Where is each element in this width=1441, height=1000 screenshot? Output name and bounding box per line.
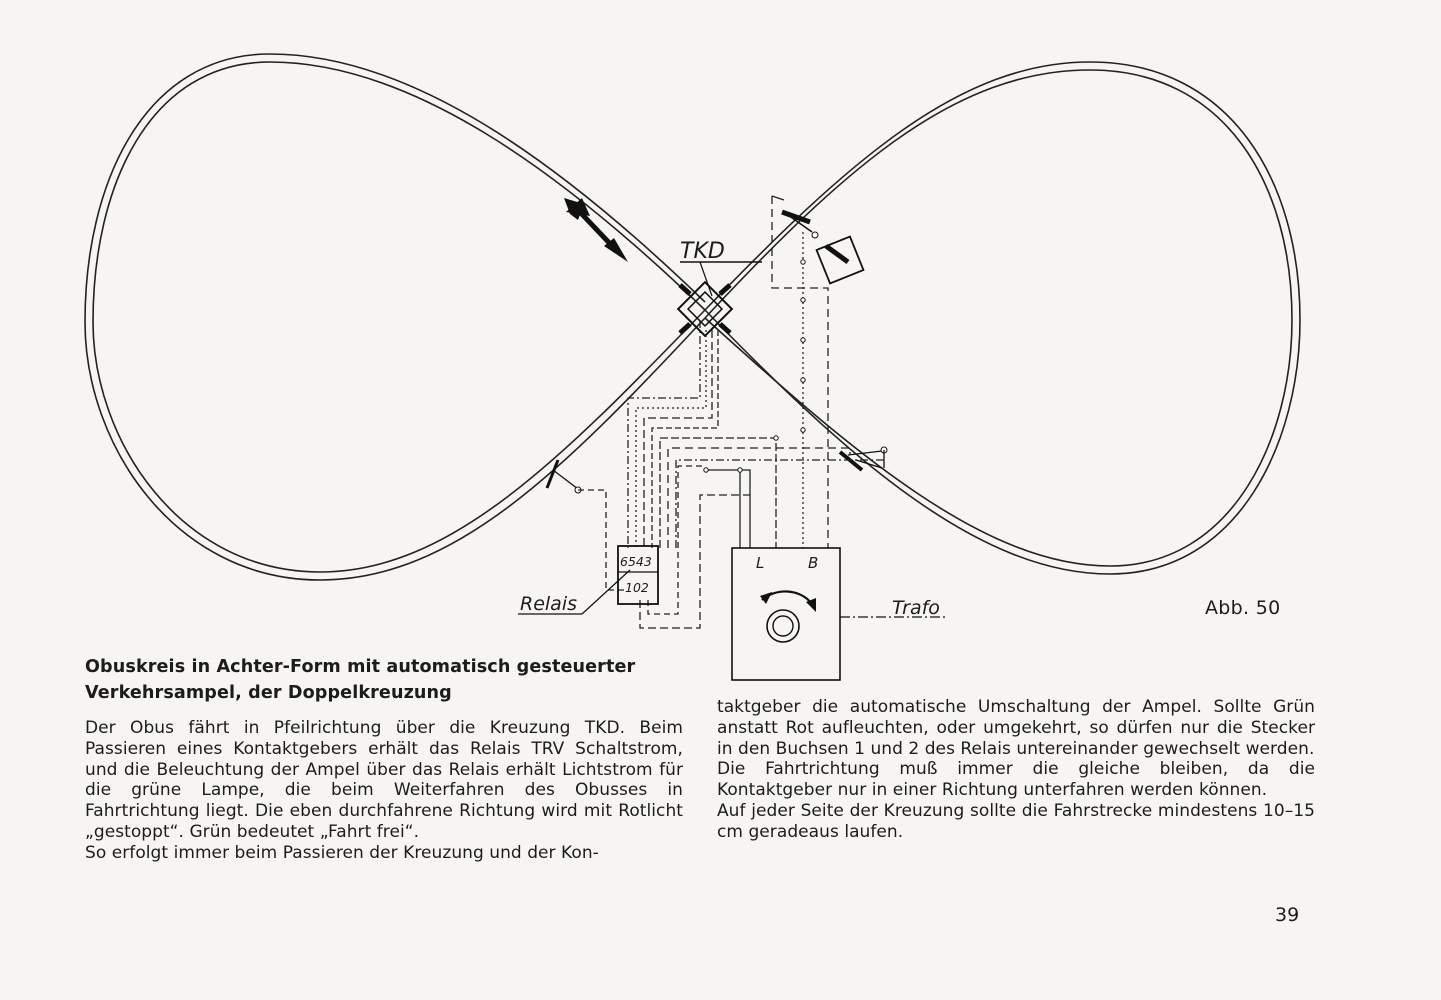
trafo-terminal-l: L [756, 554, 765, 572]
contact-switch-left [547, 460, 581, 493]
paragraph: Auf jeder Seite der Kreuzung sollte die Fahrstrecke mindestens 10–15 cm geradeaus laufen. [717, 800, 1315, 842]
relay-top-terminals: 6543 [620, 554, 652, 569]
figure-number: Abb. 50 [1205, 597, 1281, 619]
trafo-label: Trafo [892, 597, 940, 619]
paragraph: Der Obus fährt in Pfeilrichtung über die Kreuzung TKD. Beim Passieren eines Kontaktgebers erhält das Relais TRV Schaltstrom, und die Beleuchtung der Ampel über das Relais erhält Lichtstrom für die grüne Lampe, die beim Weiterfahren des Obusses in Fahrtrichtung liegt. Die eben durchfahrene Richtung wird mit Rotlicht „gestoppt“. Grün bedeutet „Fahrt frei“. [85, 718, 683, 842]
transformer-box [732, 548, 948, 680]
section-heading [85, 654, 645, 706]
paragraph: So erfolgt immer beim Passieren der Kreuzung und der Kon- [85, 842, 599, 863]
heading-line-1: Obuskreis in Achter-Form mit automatisch gesteuerter [85, 657, 636, 677]
body-text-left-column [85, 718, 683, 864]
body-text-right-column [717, 697, 1315, 843]
paragraph: Die Fahrtrichtung muß immer die gleiche bleiben, da die Kontaktgeber nur in einer Richtung unterfahren werden können. [717, 759, 1315, 801]
relay-bottom-terminals: 102 [625, 580, 649, 595]
figure-eight-track [85, 54, 1300, 580]
page-number: 39 [1275, 904, 1300, 926]
relay-label: Relais [520, 593, 577, 615]
paragraph: taktgeber die automatische Umschaltung der Ampel. Sollte Grün anstatt Rot aufleuchten, oder umgekehrt, so dürfen nur die Stecker in den Buchsen 1 und 2 des Relais untereinander gewechselt werden. [717, 697, 1315, 759]
trafo-terminal-b: B [808, 554, 819, 572]
relay-box [518, 546, 658, 615]
heading-line-2: Verkehrsampel, der Doppelkreuzung [85, 683, 452, 703]
crossing-label: TKD [680, 239, 725, 264]
traffic-light [782, 212, 863, 283]
direction-arrow-icon [564, 198, 628, 262]
